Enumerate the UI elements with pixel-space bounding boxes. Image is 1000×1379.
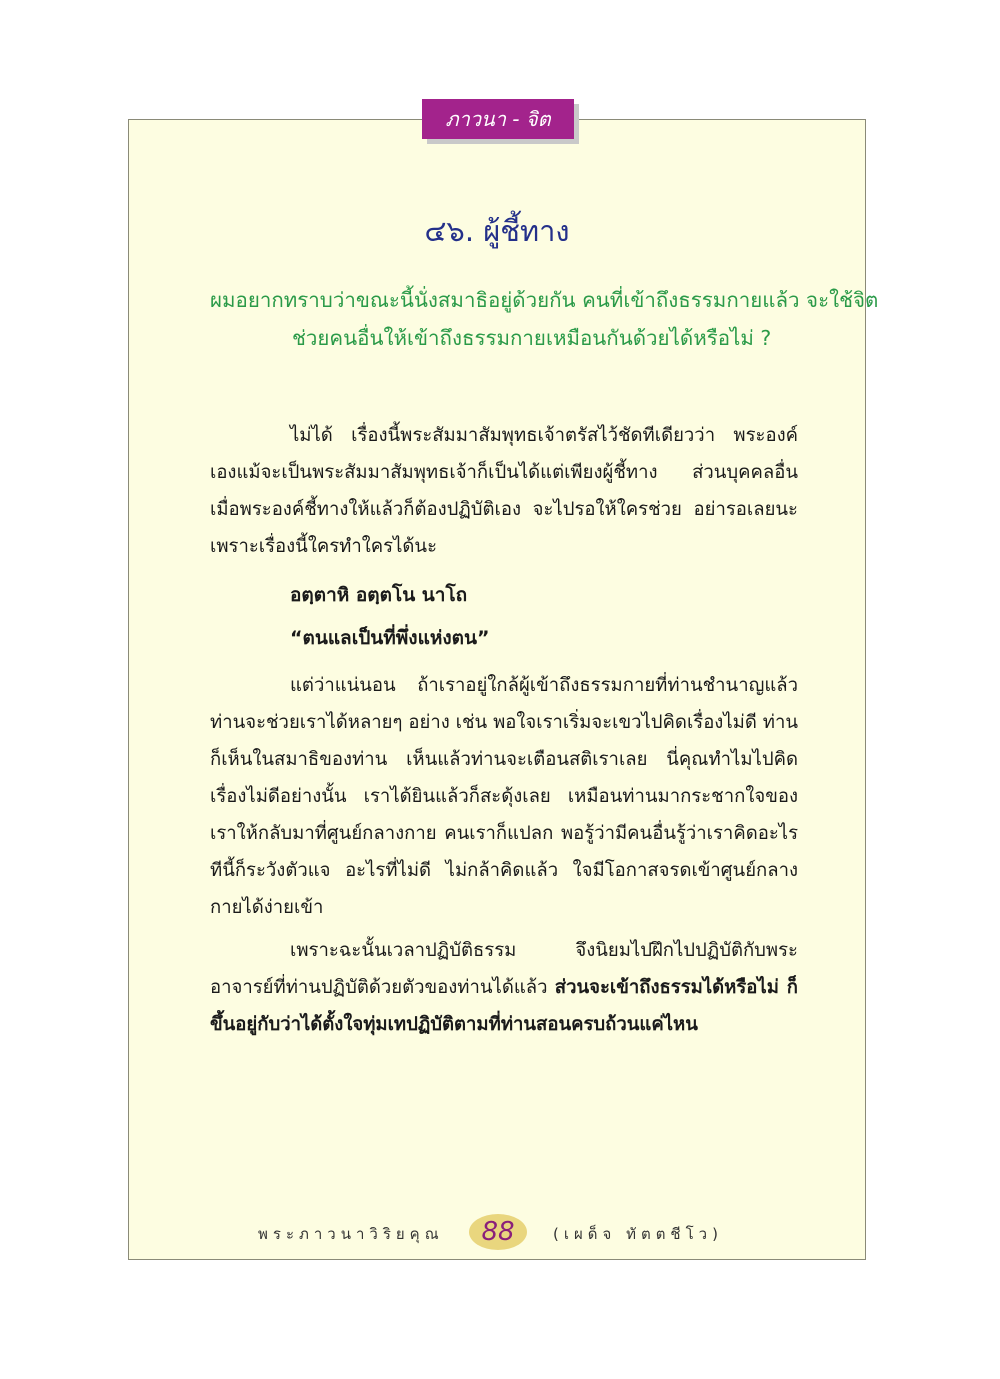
paragraph-3-text: เพราะฉะนั้นเวลาปฏิบัติธรรม จึงนิยมไปฝึกไปปฏิบัติกับพระอาจารย์ที่ท่านปฏิบัติด้วยตัวของท่านได้แล้ว	[210, 940, 798, 998]
page-number-badge	[469, 1214, 527, 1250]
pali-quote: อตฺตาหิ อตฺตโน นาโถ	[290, 584, 468, 606]
answer-paragraph-3	[210, 932, 798, 1043]
answer-paragraph-1: ไม่ได้ เรื่องนี้พระสัมมาสัมพุทธเจ้าตรัสไว้ชัดทีเดียวว่า พระองค์เองแม้จะเป็นพระสัมมาสัมพุทธเจ้าก็เป็นได้แต่เพียงผู้ชี้ทาง ส่วนบุคคลอื่นเมื่อพระองค์ชี้ทางให้แล้วก็ต้องปฏิบัติเอง จะไปรอให้ใครช่วย อย่ารอเลยนะ เพราะเรื่องนี้ใครทำใครได้นะ	[210, 425, 798, 557]
section-tab	[422, 99, 574, 139]
chapter-title: ๔๖. ผู้ชี้ทาง	[424, 214, 570, 248]
footer-book-title: พระภาวนาวิริยคุณ	[258, 1225, 444, 1243]
section-tab-label: ภาวนา - จิต	[445, 107, 551, 131]
answer-paragraph-2: แต่ว่าแน่นอน ถ้าเราอยู่ใกล้ผู้เข้าถึงธรรมกายที่ท่านชำนาญแล้ว ท่านจะช่วยเราได้หลายๆ อย่าง เช่น พอใจเราเริ่มจะเขวไปคิดเรื่องไม่ดี ท่านก็เห็นในสมาธิของท่าน เห็นแล้วท่านจะเตือนสติเราเลย นี่คุณทำไมไปคิดเรื่องไม่ดีอย่างนั้น เราได้ยินแล้วก็สะดุ้งเลย เหมือนท่านมากระชากใจของเราให้กลับมาที่ศูนย์กลางกาย คนเราก็แปลก พอรู้ว่ามีคนอื่นรู้ว่าเราคิดอะไร ทีนี้ก็ระวังตัวแจ อะไรที่ไม่ดี ไม่กล้าคิดแล้ว ใจมีโอกาสจรดเข้าศูนย์กลางกายได้ง่ายเข้า	[210, 675, 798, 918]
question-text: ผมอยากทราบว่าขณะนี้นั่งสมาธิอยู่ด้วยกัน คนที่เข้าถึงธรรมกายแล้ว จะใช้จิตช่วยคนอื่นให้เข้าถึงธรรมกายเหมือนกันด้วยได้หรือไม่ ?	[210, 288, 879, 350]
paragraph-3-emphasis: ส่วนจะเข้าถึงธรรมได้หรือไม่ ก็ขึ้นอยู่กับว่าได้ตั้งใจทุ่มเทปฏิบัติตามที่ท่านสอนครบถ้วนแค่ไหน	[210, 977, 798, 1035]
thai-quote: “ตนแลเป็นที่พึ่งแห่งตน”	[290, 627, 490, 649]
footer-author: (เผด็จ ทัตตชีโว)	[553, 1225, 723, 1243]
page-number: 88	[481, 1217, 515, 1247]
page-footer	[128, 1214, 866, 1254]
